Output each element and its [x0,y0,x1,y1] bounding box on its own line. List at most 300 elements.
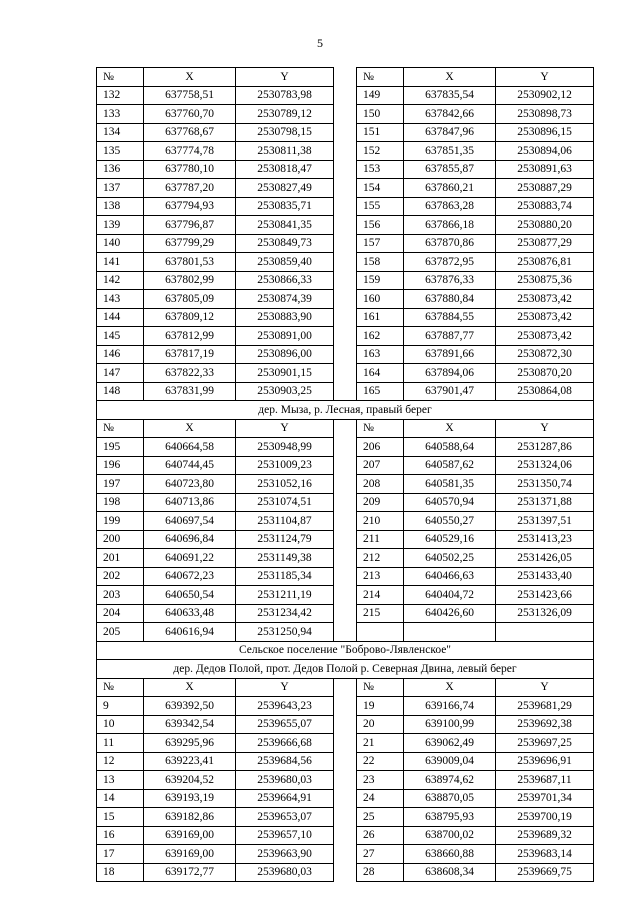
y-coordinate: 2530903,25 [236,382,334,401]
x-coordinate: 638660,88 [404,845,496,864]
y-coordinate: 2530811,38 [236,142,334,161]
y-coordinate: 2530877,29 [496,234,594,253]
point-number: 137 [97,179,144,198]
point-number: 11 [97,734,144,753]
column-gap [334,68,357,87]
point-number: 156 [357,216,404,235]
y-coordinate: 2531052,16 [236,475,334,494]
x-coordinate: 640723,80 [144,475,236,494]
y-coordinate: 2531413,23 [496,530,594,549]
column-gap [334,419,357,438]
column-gap [334,345,357,364]
x-coordinate: 637809,12 [144,308,236,327]
y-coordinate: 2531250,94 [236,623,334,642]
section-title-row [97,660,594,679]
point-number: 162 [357,327,404,346]
point-number: 158 [357,253,404,272]
table-row [97,586,594,605]
column-gap [334,715,357,734]
x-coordinate: 637760,70 [144,105,236,124]
y-coordinate: 2539684,56 [236,752,334,771]
column-gap [334,493,357,512]
point-number: 25 [357,808,404,827]
table-row [97,771,594,790]
section-title: Сельское поселение "Боброво-Лявленское" [97,641,594,660]
y-coordinate: 2531423,66 [496,586,594,605]
x-coordinate: 637847,96 [404,123,496,142]
point-number: 210 [357,512,404,531]
x-coordinate: 640587,62 [404,456,496,475]
y-coordinate: 2539655,07 [236,715,334,734]
y-coordinate: 2530859,40 [236,253,334,272]
point-number: 23 [357,771,404,790]
x-coordinate: 640581,35 [404,475,496,494]
y-coordinate: 2530818,47 [236,160,334,179]
y-coordinate: 2530896,15 [496,123,594,142]
point-number: 136 [97,160,144,179]
table-row [97,123,594,142]
point-number: 154 [357,179,404,198]
column-gap [334,697,357,716]
x-coordinate: 640697,54 [144,512,236,531]
column-header: X [144,678,236,697]
x-coordinate: 637758,51 [144,86,236,105]
column-header: X [144,68,236,87]
y-coordinate: 2531287,86 [496,438,594,457]
column-gap [334,512,357,531]
header-row [97,678,594,697]
x-coordinate: 637812,99 [144,327,236,346]
table-row [97,845,594,864]
y-coordinate: 2531149,38 [236,549,334,568]
point-number: 153 [357,160,404,179]
x-coordinate: 637805,09 [144,290,236,309]
table-row [97,327,594,346]
point-number: 215 [357,604,404,623]
y-coordinate: 2539643,23 [236,697,334,716]
point-number: 207 [357,456,404,475]
x-coordinate: 639204,52 [144,771,236,790]
x-coordinate: 637866,18 [404,216,496,235]
column-gap [334,271,357,290]
table-row [97,512,594,531]
y-coordinate: 2530864,08 [496,382,594,401]
x-coordinate: 638700,02 [404,826,496,845]
x-coordinate: 637774,78 [144,142,236,161]
table-row [97,345,594,364]
y-coordinate: 2539653,07 [236,808,334,827]
y-coordinate: 2530835,71 [236,197,334,216]
column-gap [334,234,357,253]
point-number: 204 [97,604,144,623]
point-number: 203 [97,586,144,605]
y-coordinate: 2530827,49 [236,179,334,198]
y-coordinate: 2539696,91 [496,752,594,771]
y-coordinate: 2530789,12 [236,105,334,124]
table-row [97,493,594,512]
point-number: 161 [357,308,404,327]
point-number: 19 [357,697,404,716]
x-coordinate: 637802,99 [144,271,236,290]
x-coordinate: 640650,54 [144,586,236,605]
y-coordinate: 2531124,79 [236,530,334,549]
column-gap [334,623,357,642]
y-coordinate: 2530783,98 [236,86,334,105]
x-coordinate: 639193,19 [144,789,236,808]
column-header: X [404,419,496,438]
y-coordinate: 2539664,91 [236,789,334,808]
y-coordinate: 2530891,63 [496,160,594,179]
point-number: 12 [97,752,144,771]
x-coordinate: 639223,41 [144,752,236,771]
point-number: 165 [357,382,404,401]
point-number: 202 [97,567,144,586]
x-coordinate [404,623,496,642]
point-number: 132 [97,86,144,105]
x-coordinate: 637855,87 [404,160,496,179]
x-coordinate: 637887,77 [404,327,496,346]
y-coordinate: 2531326,09 [496,604,594,623]
column-header: № [97,419,144,438]
y-coordinate: 2530948,99 [236,438,334,457]
y-coordinate: 2530870,20 [496,364,594,383]
y-coordinate: 2539680,03 [236,771,334,790]
x-coordinate: 640696,84 [144,530,236,549]
point-number: 146 [97,345,144,364]
point-number: 196 [97,456,144,475]
point-number: 10 [97,715,144,734]
y-coordinate: 2539683,14 [496,845,594,864]
table-row [97,160,594,179]
x-coordinate: 640672,23 [144,567,236,586]
x-coordinate: 637863,28 [404,197,496,216]
y-coordinate: 2530901,15 [236,364,334,383]
y-coordinate: 2539666,68 [236,734,334,753]
coordinates-table [96,67,594,882]
column-gap [334,123,357,142]
x-coordinate: 640744,45 [144,456,236,475]
table-row [97,290,594,309]
y-coordinate: 2530873,42 [496,290,594,309]
x-coordinate: 640691,22 [144,549,236,568]
x-coordinate: 637851,35 [404,142,496,161]
column-gap [334,734,357,753]
column-gap [334,382,357,401]
y-coordinate: 2530875,36 [496,271,594,290]
x-coordinate: 640404,72 [404,586,496,605]
x-coordinate: 637891,66 [404,345,496,364]
column-gap [334,863,357,882]
y-coordinate: 2530849,73 [236,234,334,253]
point-number: 16 [97,826,144,845]
column-gap [334,604,357,623]
x-coordinate: 639172,77 [144,863,236,882]
column-gap [334,290,357,309]
point-number: 151 [357,123,404,142]
table-row [97,438,594,457]
y-coordinate [496,623,594,642]
x-coordinate: 637872,95 [404,253,496,272]
point-number: 133 [97,105,144,124]
y-coordinate: 2531433,40 [496,567,594,586]
point-number: 201 [97,549,144,568]
table-row [97,216,594,235]
column-header: X [404,678,496,697]
point-number: 197 [97,475,144,494]
table-row [97,863,594,882]
x-coordinate: 640713,86 [144,493,236,512]
y-coordinate: 2530798,15 [236,123,334,142]
table-row [97,382,594,401]
y-coordinate: 2539680,03 [236,863,334,882]
y-coordinate: 2530873,42 [496,327,594,346]
point-number: 145 [97,327,144,346]
table-row [97,715,594,734]
x-coordinate: 640664,58 [144,438,236,457]
point-number: 27 [357,845,404,864]
column-gap [334,160,357,179]
y-coordinate: 2531104,87 [236,512,334,531]
table-row [97,105,594,124]
y-coordinate: 2530866,33 [236,271,334,290]
x-coordinate: 637894,06 [404,364,496,383]
y-coordinate: 2531324,06 [496,456,594,475]
point-number: 198 [97,493,144,512]
table-row [97,179,594,198]
column-gap [334,438,357,457]
x-coordinate: 640588,64 [404,438,496,457]
point-number: 159 [357,271,404,290]
column-gap [334,586,357,605]
x-coordinate: 637799,29 [144,234,236,253]
column-gap [334,327,357,346]
column-header: Y [496,68,594,87]
point-number: 211 [357,530,404,549]
point-number: 200 [97,530,144,549]
column-gap [334,530,357,549]
x-coordinate: 637884,55 [404,308,496,327]
point-number: 26 [357,826,404,845]
column-gap [334,364,357,383]
point-number: 163 [357,345,404,364]
x-coordinate: 637801,53 [144,253,236,272]
point-number: 13 [97,771,144,790]
column-gap [334,179,357,198]
column-gap [334,105,357,124]
x-coordinate: 637901,47 [404,382,496,401]
point-number: 22 [357,752,404,771]
column-gap [334,845,357,864]
y-coordinate: 2530896,00 [236,345,334,364]
y-coordinate: 2531009,23 [236,456,334,475]
point-number: 138 [97,197,144,216]
column-gap [334,826,357,845]
column-gap [334,549,357,568]
y-coordinate: 2530873,42 [496,308,594,327]
point-number: 206 [357,438,404,457]
table-row [97,271,594,290]
x-coordinate: 637768,67 [144,123,236,142]
column-header: Y [496,419,594,438]
section-title-row [97,401,594,420]
y-coordinate: 2531185,34 [236,567,334,586]
y-coordinate: 2530841,35 [236,216,334,235]
y-coordinate: 2531234,42 [236,604,334,623]
x-coordinate: 639169,00 [144,826,236,845]
x-coordinate: 639100,99 [404,715,496,734]
y-coordinate: 2531426,05 [496,549,594,568]
x-coordinate: 639182,86 [144,808,236,827]
x-coordinate: 637831,99 [144,382,236,401]
point-number: 134 [97,123,144,142]
x-coordinate: 639295,96 [144,734,236,753]
y-coordinate: 2530872,30 [496,345,594,364]
point-number: 24 [357,789,404,808]
point-number: 147 [97,364,144,383]
point-number: 142 [97,271,144,290]
point-number: 148 [97,382,144,401]
point-number: 143 [97,290,144,309]
y-coordinate: 2539689,32 [496,826,594,845]
column-header: Y [496,678,594,697]
y-coordinate: 2530894,06 [496,142,594,161]
section-title-row [97,641,594,660]
point-number: 155 [357,197,404,216]
table-row [97,456,594,475]
table-row [97,549,594,568]
x-coordinate: 639062,49 [404,734,496,753]
column-gap [334,771,357,790]
x-coordinate: 637842,66 [404,105,496,124]
y-coordinate: 2531211,19 [236,586,334,605]
table-row [97,604,594,623]
y-coordinate: 2531074,51 [236,493,334,512]
table-row [97,697,594,716]
point-number: 141 [97,253,144,272]
point-number: 157 [357,234,404,253]
point-number: 140 [97,234,144,253]
point-number: 214 [357,586,404,605]
y-coordinate: 2531371,88 [496,493,594,512]
y-coordinate: 2530880,20 [496,216,594,235]
table-row [97,364,594,383]
table-row [97,530,594,549]
table-row [97,789,594,808]
point-number: 144 [97,308,144,327]
y-coordinate: 2539692,38 [496,715,594,734]
table-row [97,808,594,827]
x-coordinate: 638974,62 [404,771,496,790]
x-coordinate: 640466,63 [404,567,496,586]
x-coordinate: 637796,87 [144,216,236,235]
x-coordinate: 640633,48 [144,604,236,623]
x-coordinate: 639169,00 [144,845,236,864]
column-header: X [404,68,496,87]
x-coordinate: 639392,50 [144,697,236,716]
x-coordinate: 637780,10 [144,160,236,179]
x-coordinate: 640426,60 [404,604,496,623]
y-coordinate: 2530887,29 [496,179,594,198]
column-gap [334,752,357,771]
section-title: дер. Дедов Полой, прот. Дедов Полой р. Северная Двина, левый берег [97,660,594,679]
column-header: № [97,678,144,697]
column-header: № [357,68,404,87]
column-header: № [357,419,404,438]
point-number: 160 [357,290,404,309]
x-coordinate: 637860,21 [404,179,496,198]
table-row [97,197,594,216]
column-header: Y [236,68,334,87]
column-gap [334,808,357,827]
point-number: 152 [357,142,404,161]
y-coordinate: 2531397,51 [496,512,594,531]
column-gap [334,142,357,161]
y-coordinate: 2530891,00 [236,327,334,346]
point-number: 205 [97,623,144,642]
x-coordinate: 638608,34 [404,863,496,882]
point-number: 213 [357,567,404,586]
point-number: 164 [357,364,404,383]
column-gap [334,456,357,475]
x-coordinate: 639166,74 [404,697,496,716]
x-coordinate: 640550,27 [404,512,496,531]
column-header: X [144,419,236,438]
point-number: 199 [97,512,144,531]
table-row [97,752,594,771]
y-coordinate: 2539700,19 [496,808,594,827]
point-number: 150 [357,105,404,124]
point-number: 149 [357,86,404,105]
x-coordinate: 637880,84 [404,290,496,309]
x-coordinate: 640616,94 [144,623,236,642]
page-number: 5 [317,36,323,50]
x-coordinate: 639342,54 [144,715,236,734]
column-gap [334,86,357,105]
y-coordinate: 2530883,90 [236,308,334,327]
table-row [97,86,594,105]
y-coordinate: 2530874,39 [236,290,334,309]
y-coordinate: 2530898,73 [496,105,594,124]
x-coordinate: 638870,05 [404,789,496,808]
column-header: Y [236,678,334,697]
y-coordinate: 2539697,25 [496,734,594,753]
column-gap [334,216,357,235]
point-number: 212 [357,549,404,568]
point-number [357,623,404,642]
x-coordinate: 637876,33 [404,271,496,290]
x-coordinate: 637835,54 [404,86,496,105]
point-number: 21 [357,734,404,753]
y-coordinate: 2531350,74 [496,475,594,494]
table-row [97,734,594,753]
x-coordinate: 637822,33 [144,364,236,383]
table-row [97,475,594,494]
column-header: Y [236,419,334,438]
point-number: 15 [97,808,144,827]
y-coordinate: 2539681,29 [496,697,594,716]
x-coordinate: 637870,86 [404,234,496,253]
column-gap [334,678,357,697]
point-number: 28 [357,863,404,882]
column-gap [334,789,357,808]
point-number: 14 [97,789,144,808]
column-gap [334,197,357,216]
y-coordinate: 2530902,12 [496,86,594,105]
y-coordinate: 2530883,74 [496,197,594,216]
y-coordinate: 2539669,75 [496,863,594,882]
table-row [97,623,594,642]
x-coordinate: 640570,94 [404,493,496,512]
